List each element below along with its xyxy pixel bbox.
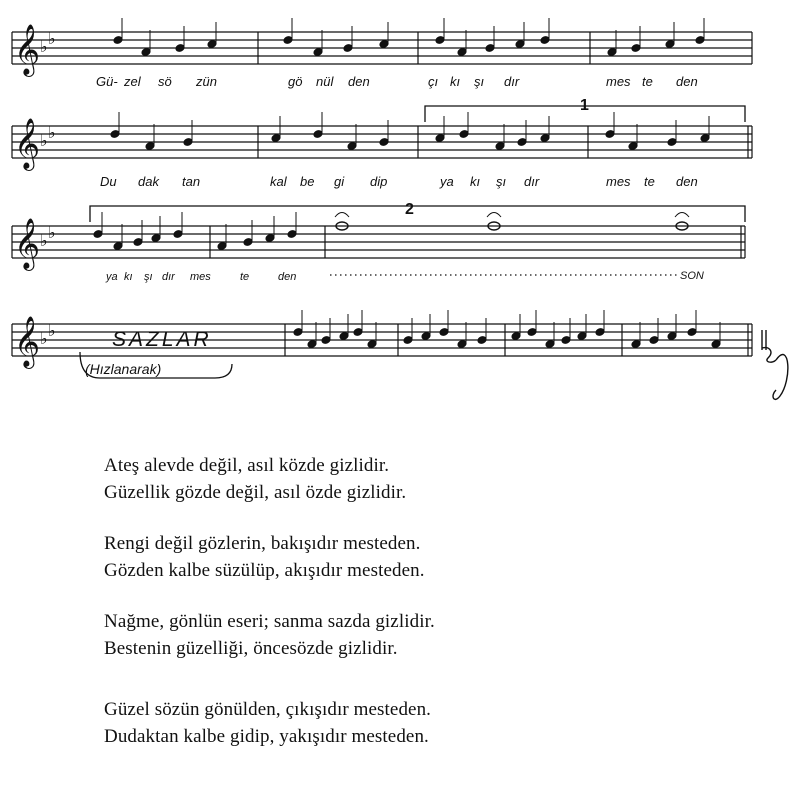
lyric-syllable: şı [144, 271, 153, 283]
fermata-icon [675, 213, 689, 218]
lyric-syllable: dır [504, 74, 520, 89]
lyric-syllable: zün [196, 74, 217, 89]
flat-icon: ♭ [48, 123, 56, 142]
lyric-syllable: tan [182, 174, 201, 189]
son-mark: SON [680, 270, 704, 282]
stanza-2 [104, 530, 764, 584]
lyric-syllable: gö [288, 74, 303, 89]
treble-clef-icon: 𝄞 [14, 118, 41, 169]
lyric-syllable: dak [138, 174, 159, 189]
treble-clef-icon: 𝄞 [14, 316, 41, 367]
poem-line: Dudaktan kalbe gidip, yakışıdır mesteden. [104, 726, 429, 747]
signature-mark [762, 330, 788, 399]
lyric-syllable: şı [496, 174, 507, 189]
lyric-syllable: mes [606, 74, 631, 89]
sazlar-subtitle: (Hızlanarak) [85, 361, 162, 377]
flat-icon: ♭ [48, 223, 56, 242]
poem-line: Bestenin güzelliği, öncesözde gizlidir. [104, 638, 398, 659]
lyric-syllable: Gü- [96, 74, 118, 89]
lyric-syllable: Du [100, 174, 117, 189]
lyric-syllable: dip [370, 174, 388, 189]
treble-clef-icon: 𝄞 [14, 24, 41, 75]
lyric-syllable: kı [450, 74, 461, 89]
lyric-syllable: mes [606, 174, 631, 189]
lyric-syllable: den [676, 74, 698, 89]
stanza-3 [104, 608, 764, 662]
lyric-syllable: kı [470, 174, 481, 189]
poem-line: Gözden kalbe süzülüp, akışıdır mesteden. [104, 560, 425, 581]
flat-icon: ♭ [48, 29, 56, 48]
lyric-syllable: ya [440, 174, 454, 189]
lyric-syllable: kı [124, 271, 133, 283]
lyric-syllable: den [348, 74, 370, 89]
fermata-icon [487, 213, 501, 218]
lyric-syllable: zel [124, 74, 141, 89]
flat-icon: ♭ [40, 37, 48, 56]
fermata-icon [335, 213, 349, 218]
lyric-syllable: çı [428, 74, 439, 89]
volta-number-1: 1 [580, 97, 589, 114]
lyric-syllable: nül [316, 74, 334, 89]
lyric-syllable: mes [190, 271, 211, 283]
flat-icon: ♭ [40, 131, 48, 150]
lyric-syllable: dır [524, 174, 540, 189]
lyric-syllable: şı [474, 74, 485, 89]
lyric-syllable: gi [334, 174, 345, 189]
treble-clef-icon: 𝄞 [14, 218, 41, 269]
poem [104, 452, 764, 774]
lyric-syllable: te [642, 74, 653, 89]
lyric-syllable: te [240, 271, 250, 283]
poem-line: Ateş alevde değil, asıl közde gizlidir. [104, 455, 390, 476]
flat-icon: ♭ [48, 321, 56, 340]
lyric-syllable: den [278, 271, 297, 283]
lyric-syllable: kal [270, 174, 287, 189]
flat-icon: ♭ [40, 231, 48, 250]
lyric-syllable: ya [106, 271, 118, 283]
lyric-syllable: sö [158, 74, 172, 89]
lyric-syllable: te [644, 174, 655, 189]
lyric-syllable: dır [162, 271, 175, 283]
staves [12, 32, 752, 356]
poem-line: Güzellik gözde değil, asıl özde gizlidir. [104, 482, 407, 503]
poem-line: Nağme, gönlün eseri; sanma sazda gizlidir. [104, 611, 435, 632]
lyric-syllable: be [300, 174, 315, 189]
sazlar-title: SAZLAR [112, 328, 212, 351]
volta-bracket-2 [90, 206, 745, 222]
flat-icon: ♭ [40, 329, 48, 348]
stanza-1 [104, 452, 764, 506]
poem-line: Güzel sözün gönülden, çıkışıdır mesteden. [104, 699, 432, 720]
poem-line: Rengi değil gözlerin, bakışıdır mesteden. [104, 533, 421, 554]
lyric-syllable: den [676, 174, 698, 189]
volta-number-2: 2 [405, 201, 414, 218]
stanza-4 [104, 696, 764, 750]
